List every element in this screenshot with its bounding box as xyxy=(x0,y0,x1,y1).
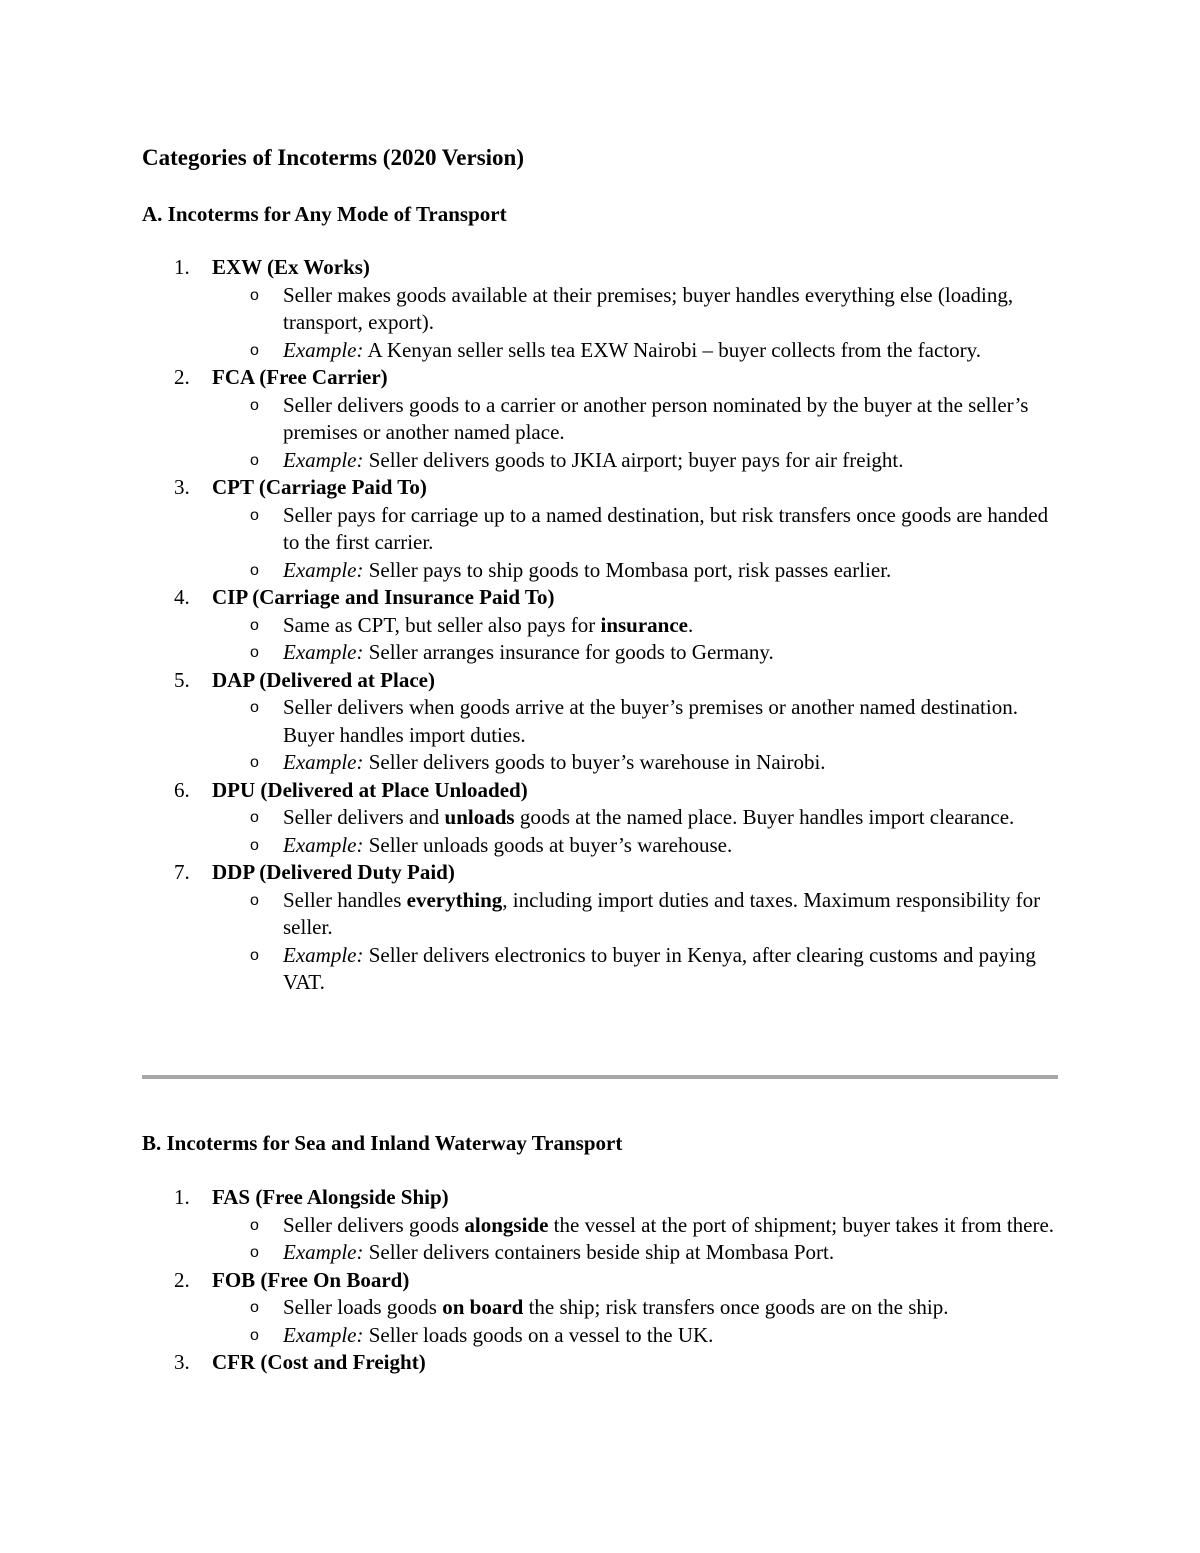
term-dap xyxy=(0,667,1200,777)
description-text: , including import duties and taxes. Maximum responsibility for seller. xyxy=(283,887,1041,939)
term-description xyxy=(0,502,1063,557)
bullet-marker-icon: o xyxy=(250,754,259,771)
section-divider xyxy=(142,1075,1058,1079)
term-number: 4. xyxy=(174,585,190,609)
term-fas xyxy=(0,1184,1200,1267)
term-description xyxy=(0,887,1063,942)
section-a-term-list xyxy=(0,254,1200,997)
term-header xyxy=(0,254,1200,282)
term-name: CPT (Carriage Paid To) xyxy=(212,475,427,499)
term-name: CIP (Carriage and Insurance Paid To) xyxy=(212,585,555,609)
section-a-heading: A. Incoterms for Any Mode of Transport xyxy=(142,202,507,226)
description-text: Seller loads goods xyxy=(283,1295,443,1319)
term-cfr xyxy=(0,1349,1200,1377)
term-number: 3. xyxy=(174,1350,190,1374)
bullet-marker-icon: o xyxy=(250,836,259,854)
description-text: the ship; risk transfers once goods are on the ship. xyxy=(523,1295,949,1319)
example-label: Example: xyxy=(283,640,364,664)
description-text: Seller delivers and xyxy=(283,805,445,829)
bullet-marker-icon: o xyxy=(250,1299,259,1316)
term-bullets xyxy=(0,612,1200,667)
term-description xyxy=(0,694,1063,749)
bullet-marker-icon: o xyxy=(250,946,259,964)
example-label: Example: xyxy=(283,1322,364,1347)
term-fca xyxy=(0,364,1200,474)
term-description xyxy=(0,1212,1063,1240)
example-text: Seller pays to ship goods to Mombasa port, risk passes earlier. xyxy=(363,557,892,582)
description-text: Seller delivers when goods arrive at the buyer’s premises or another named destination. Buyer handles import duties. xyxy=(283,695,1018,747)
bullet-marker-icon: o xyxy=(250,1244,259,1261)
term-bullets xyxy=(0,502,1200,585)
term-name: FAS (Free Alongside Ship) xyxy=(212,1185,449,1209)
term-bullets xyxy=(0,694,1200,777)
description-emphasis: everything xyxy=(406,887,503,912)
bullet-marker-icon: o xyxy=(250,891,259,909)
example-label: Example: xyxy=(283,942,364,967)
document-title: Categories of Incoterms (2020 Version) xyxy=(142,145,524,170)
term-dpu xyxy=(0,777,1200,860)
bullet-marker-icon: o xyxy=(250,396,259,414)
term-example xyxy=(0,749,1063,777)
bullet-marker-icon: o xyxy=(250,644,259,661)
term-header xyxy=(0,667,1200,695)
term-name: FOB (Free On Board) xyxy=(212,1267,410,1292)
example-text: A Kenyan seller sells tea EXW Nairobi – buyer collects from the factory. xyxy=(363,337,982,362)
bullet-marker-icon: o xyxy=(250,286,259,304)
term-name: DAP (Delivered at Place) xyxy=(212,667,435,692)
description-text: Seller delivers goods xyxy=(283,1212,465,1237)
term-header xyxy=(0,1349,1200,1377)
term-ddp xyxy=(0,859,1200,997)
term-name: DDP (Delivered Duty Paid) xyxy=(212,860,455,884)
term-number: 5. xyxy=(174,667,190,692)
term-name: CFR (Cost and Freight) xyxy=(212,1350,426,1374)
term-number: 7. xyxy=(174,860,190,884)
bullet-marker-icon: o xyxy=(250,616,259,634)
term-name: EXW (Ex Works) xyxy=(212,255,370,279)
bullet-marker-icon: o xyxy=(250,809,259,826)
term-description xyxy=(0,804,1063,832)
bullet-marker-icon: o xyxy=(250,341,259,359)
term-example xyxy=(0,639,1063,667)
example-text: Seller delivers containers beside ship at Mombasa Port. xyxy=(363,1240,835,1264)
example-text: Seller arranges insurance for goods to Germany. xyxy=(363,640,774,664)
bullet-marker-icon: o xyxy=(250,1326,259,1344)
bullet-marker-icon: o xyxy=(250,561,259,579)
term-description xyxy=(0,612,1063,640)
term-description xyxy=(0,392,1063,447)
example-text: Seller delivers goods to buyer’s warehouse in Nairobi. xyxy=(363,750,826,774)
description-emphasis: on board xyxy=(442,1295,524,1319)
example-text: Seller delivers electronics to buyer in Kenya, after clearing customs and paying VAT. xyxy=(283,942,1036,994)
description-text: goods at the named place. Buyer handles import clearance. xyxy=(514,805,1015,829)
term-example xyxy=(0,557,1063,585)
term-description xyxy=(0,282,1063,337)
term-bullets xyxy=(0,1212,1200,1267)
example-label: Example: xyxy=(283,447,364,472)
example-text: Seller delivers goods to JKIA airport; buyer pays for air freight. xyxy=(363,447,904,472)
description-text: the vessel at the port of shipment; buyer takes it from there. xyxy=(548,1212,1055,1237)
term-bullets xyxy=(0,282,1200,365)
term-example xyxy=(0,832,1063,860)
example-label: Example: xyxy=(283,1240,364,1264)
bullet-marker-icon: o xyxy=(250,451,259,469)
term-description xyxy=(0,1294,1063,1322)
term-bullets xyxy=(0,887,1200,997)
term-cpt xyxy=(0,474,1200,584)
description-text: Seller makes goods available at their premises; buyer handles everything else (loading, transport, export). xyxy=(283,282,1014,334)
term-cip xyxy=(0,584,1200,667)
example-label: Example: xyxy=(283,557,364,582)
term-example xyxy=(0,942,1063,997)
term-header xyxy=(0,474,1200,502)
term-bullets xyxy=(0,392,1200,475)
term-example xyxy=(0,337,1063,365)
term-name: FCA (Free Carrier) xyxy=(212,365,388,389)
example-label: Example: xyxy=(283,750,364,774)
description-emphasis: insurance xyxy=(600,612,688,637)
term-bullets xyxy=(0,804,1200,859)
term-example xyxy=(0,1239,1063,1267)
bullet-marker-icon: o xyxy=(250,506,259,524)
term-number: 1. xyxy=(174,1185,190,1209)
term-header xyxy=(0,1267,1200,1295)
example-label: Example: xyxy=(283,832,364,857)
example-label: Example: xyxy=(283,337,364,362)
bullet-marker-icon: o xyxy=(250,699,259,716)
term-exw xyxy=(0,254,1200,364)
term-header xyxy=(0,859,1200,887)
term-bullets xyxy=(0,1294,1200,1349)
description-text: Seller handles xyxy=(283,887,407,912)
description-emphasis: alongside xyxy=(464,1212,549,1237)
term-number: 2. xyxy=(174,365,190,389)
term-number: 2. xyxy=(174,1267,190,1292)
term-example xyxy=(0,447,1063,475)
example-text: Seller loads goods on a vessel to the UK. xyxy=(363,1322,714,1347)
term-number: 3. xyxy=(174,475,190,499)
term-header xyxy=(0,777,1200,805)
section-b-heading: B. Incoterms for Sea and Inland Waterway Transport xyxy=(142,1131,623,1155)
term-fob xyxy=(0,1267,1200,1350)
term-header xyxy=(0,1184,1200,1212)
description-text: Same as CPT, but seller also pays for xyxy=(283,612,601,637)
term-number: 6. xyxy=(174,777,190,802)
example-text: Seller unloads goods at buyer’s warehouse. xyxy=(363,832,733,857)
term-example xyxy=(0,1322,1063,1350)
bullet-marker-icon: o xyxy=(250,1216,259,1234)
term-name: DPU (Delivered at Place Unloaded) xyxy=(212,777,528,802)
term-header xyxy=(0,364,1200,392)
description-emphasis: unloads xyxy=(444,805,515,829)
description-text: Seller pays for carriage up to a named destination, but risk transfers once goods are handed to the first carrier. xyxy=(283,502,1049,554)
description-text: Seller delivers goods to a carrier or another person nominated by the buyer at the seller’s premises or another named place. xyxy=(283,392,1029,444)
term-header xyxy=(0,584,1200,612)
description-text: . xyxy=(688,612,694,637)
section-b-term-list xyxy=(0,1184,1200,1377)
term-number: 1. xyxy=(174,255,190,279)
